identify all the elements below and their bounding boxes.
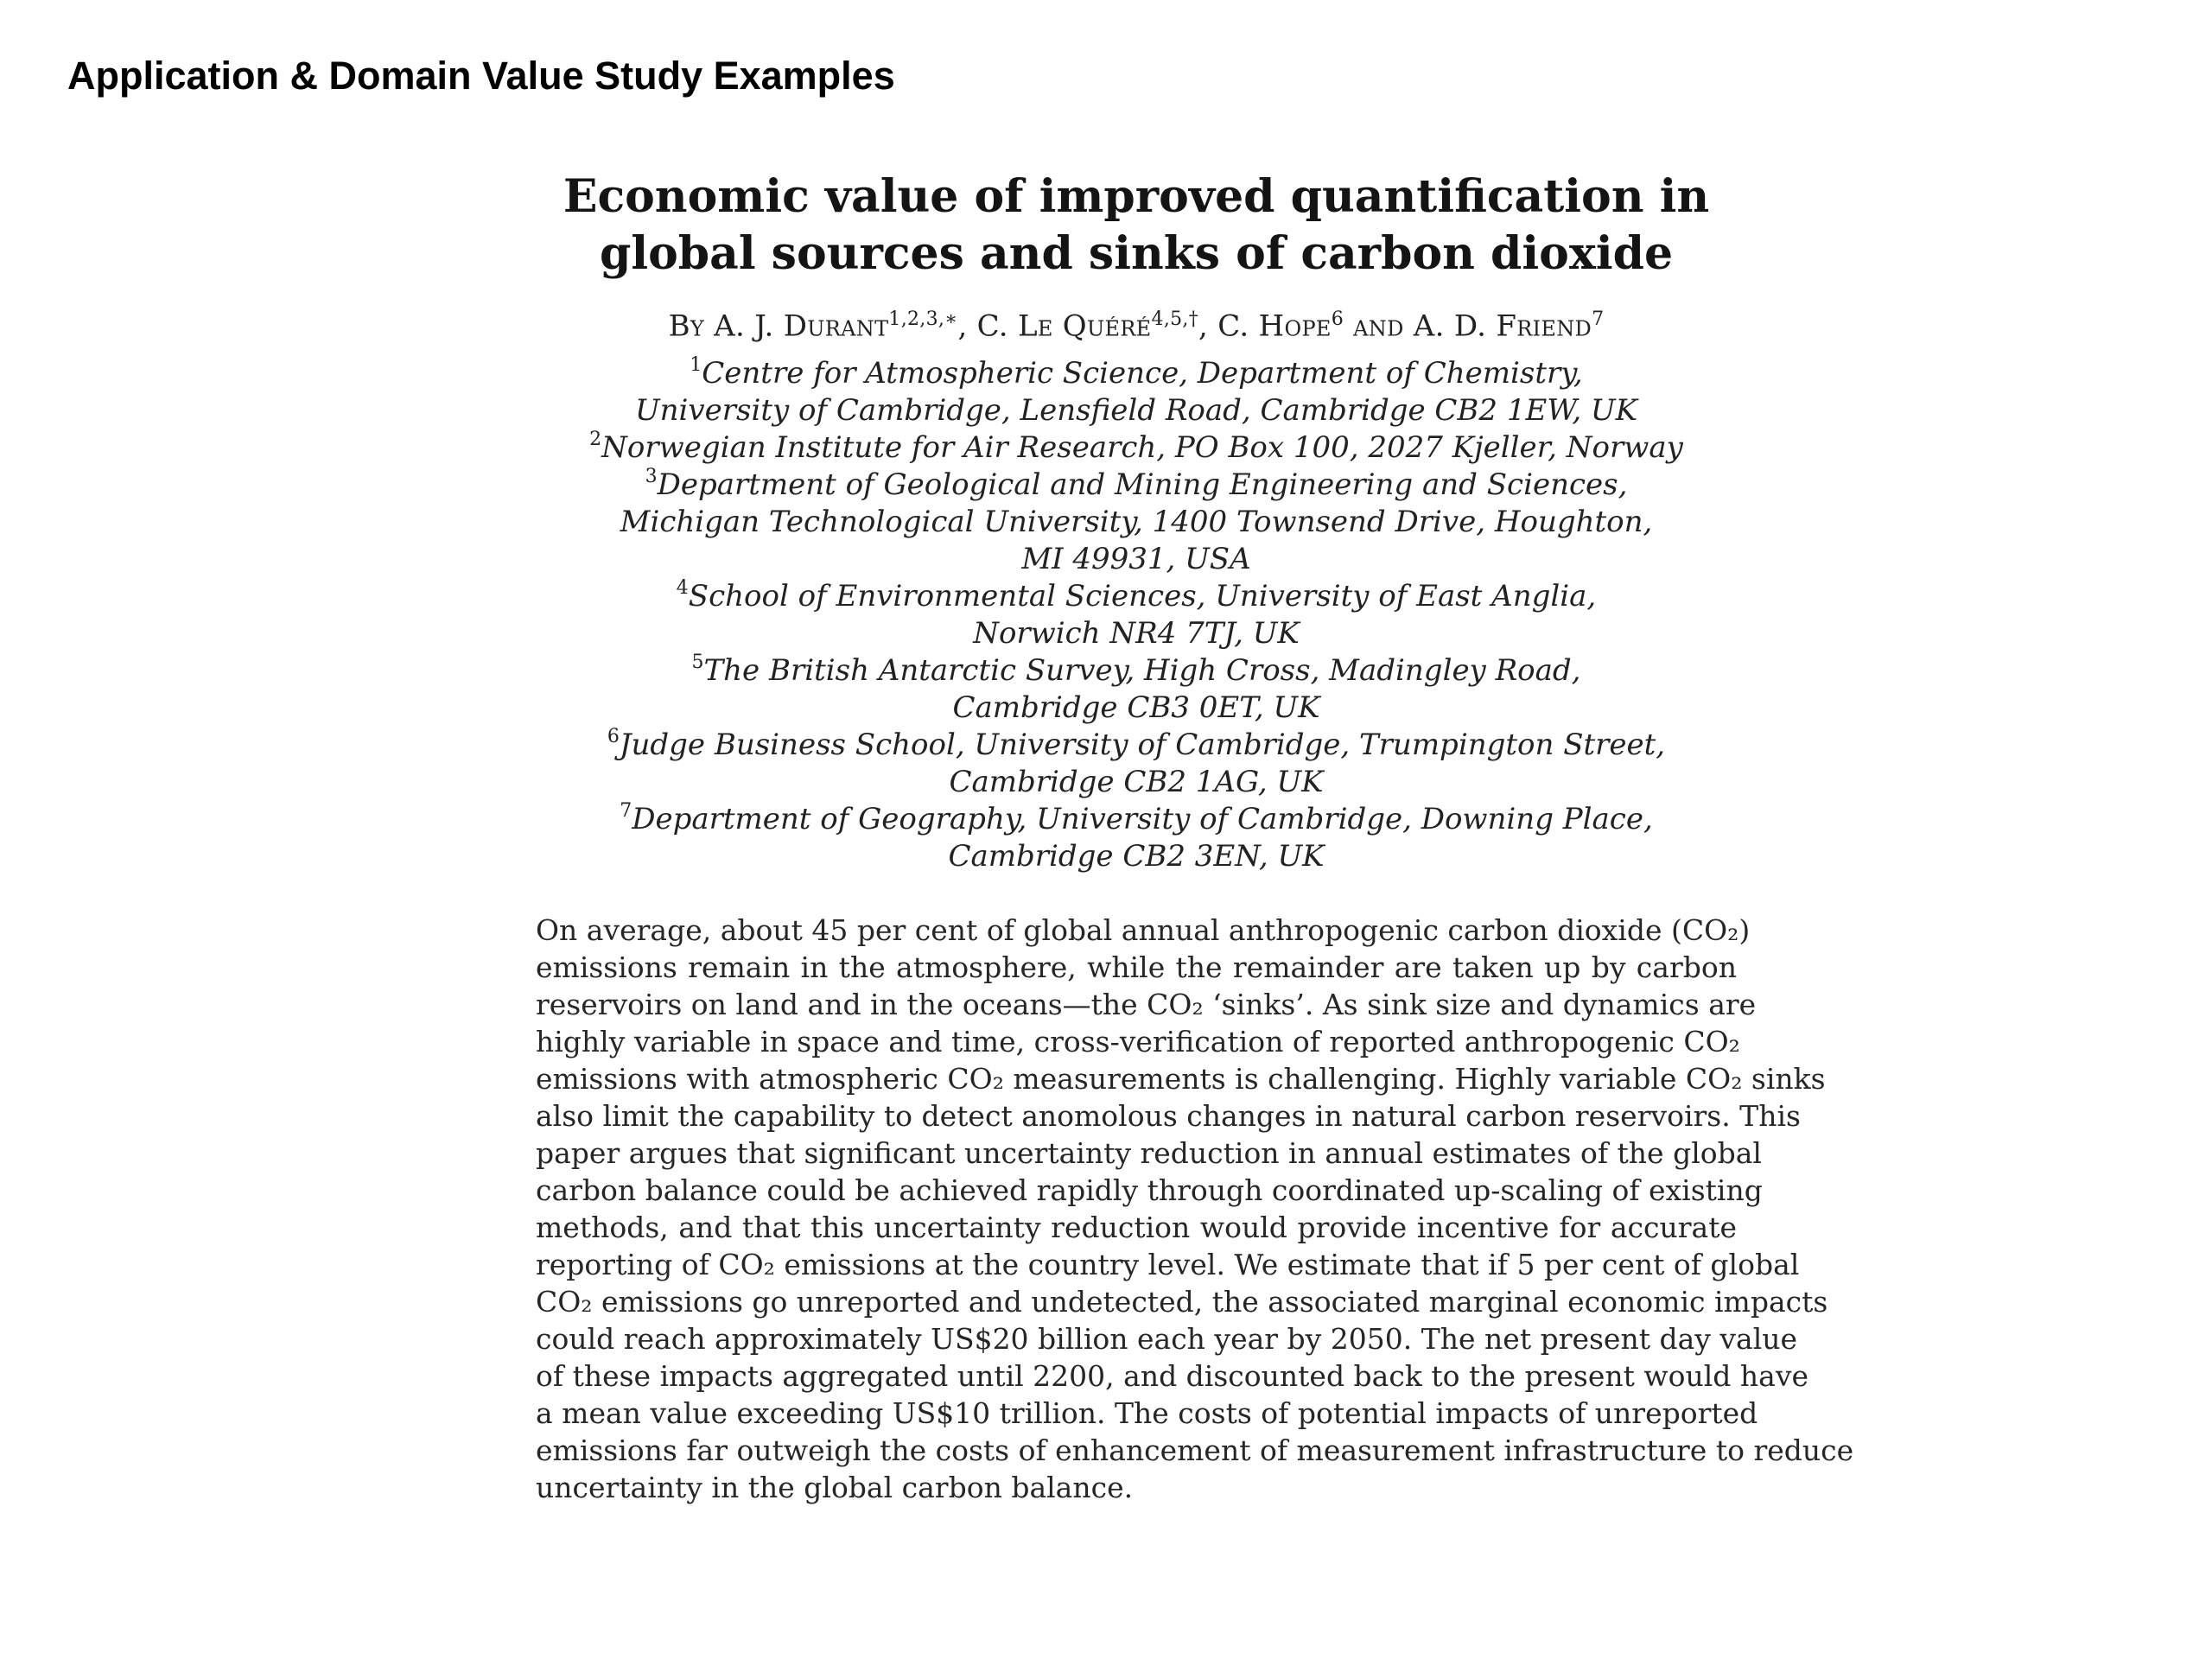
abstract-line: a mean value exceeding US$10 trillion. The costs of potential impacts of unreported (536, 1396, 1758, 1431)
author-affiliation-marks: 1,2,3,∗ (888, 308, 958, 330)
affiliation-line: Michigan Technological University, 1400 Townsend Drive, Houghton, (620, 505, 1653, 540)
affiliation-number: 1 (690, 354, 702, 377)
affiliation-line: Cambridge CB2 1AG, UK (949, 765, 1324, 800)
author-name: C. Hope (1217, 308, 1332, 344)
affiliation-text: The British Antarctic Survey, High Cross, Madingley Road, (703, 653, 1581, 689)
abstract-line: emissions remain in the atmosphere, while the remainder are taken up by carbon (536, 950, 1737, 985)
abstract-line: highly variable in space and time, cross-verification of reported anthropogenic CO₂ (536, 1025, 1740, 1059)
author-and: and (1353, 308, 1404, 344)
affiliation-line (536, 355, 1737, 392)
affiliation-number: 3 (645, 466, 658, 488)
slide-title: Application & Domain Value Study Examples (67, 54, 895, 98)
paper-title (536, 168, 1737, 283)
author-name: A. J. Durant (714, 308, 889, 344)
affiliation-line (536, 801, 1737, 838)
abstract-line: paper argues that significant uncertainty reduction in annual estimates of the global (536, 1136, 1762, 1171)
affiliation-text: Norwegian Institute for Air Research, PO Box 100, 2027 Kjeller, Norway (601, 430, 1683, 466)
affiliation-number: 7 (620, 800, 632, 823)
paper-title-line: Economic value of improved quantification in (563, 170, 1710, 223)
affiliation-line (536, 727, 1737, 764)
affiliation-line (536, 578, 1737, 615)
abstract-line: On average, about 45 per cent of global annual anthropogenic carbon dioxide (CO₂) (536, 913, 1751, 948)
affiliation-text: School of Environmental Sciences, University of East Anglia, (688, 579, 1597, 614)
author-affiliation-marks: 4,5,† (1151, 308, 1198, 330)
affiliation-line: Norwich NR4 7TJ, UK (973, 616, 1300, 652)
affiliation-line: MI 49931, USA (1021, 542, 1251, 577)
affiliation-line: University of Cambridge, Lensfield Road, Cambridge CB2 1EW, UK (634, 393, 1637, 429)
affiliation-number: 2 (589, 429, 602, 451)
abstract-line: of these impacts aggregated until 2200, and discounted back to the present would have (536, 1359, 1809, 1394)
abstract-line: reservoirs on land and in the oceans—the CO₂ ‘sinks’. As sink size and dynamics are (536, 988, 1757, 1022)
abstract-line: emissions far outweigh the costs of enhancement of measurement infrastructure to reduce (536, 1433, 1854, 1468)
affiliation-line (536, 652, 1737, 690)
author-by: By (668, 308, 705, 344)
abstract-line: reporting of CO₂ emissions at the country level. We estimate that if 5 per cent of global (536, 1248, 1800, 1282)
abstract-line: uncertainty in the global carbon balance. (536, 1471, 1134, 1505)
author-affiliation-marks: 6 (1331, 308, 1344, 330)
abstract-line: also limit the capability to detect anomolous changes in natural carbon reservoirs. This (536, 1099, 1801, 1134)
affiliation-number: 4 (676, 577, 689, 600)
affiliation-line (536, 467, 1737, 504)
author-list: By A. J. Durant$^{1,2,3,∗}$, C. Le Quéré$^{4,5,\dagger}$, C. Hope$^6$ and A. D. Friend$^7$ (668, 308, 1605, 344)
abstract-line: CO₂ emissions go unreported and undetected, the associated marginal economic impacts (536, 1285, 1828, 1319)
paper-excerpt (536, 168, 1854, 1506)
author-affiliation-marks: 7 (1592, 308, 1605, 330)
abstract (536, 912, 1854, 1506)
abstract-line: carbon balance could be achieved rapidly through coordinated up-scaling of existing (536, 1173, 1763, 1208)
author-name: A. D. Friend (1413, 308, 1592, 344)
affiliation-line: Cambridge CB3 0ET, UK (952, 690, 1320, 726)
affiliation-text: Department of Geography, University of Cambridge, Downing Place, (632, 802, 1653, 837)
abstract-line: emissions with atmospheric CO₂ measurements is challenging. Highly variable CO₂ sinks (536, 1062, 1826, 1096)
affiliation-line: Cambridge CB2 3EN, UK (948, 839, 1325, 874)
affiliation-text: Department of Geological and Mining Engineering and Sciences, (657, 467, 1628, 503)
abstract-line: methods, and that this uncertainty reduction would provide incentive for accurate (536, 1211, 1737, 1245)
affiliation-line (536, 429, 1737, 467)
author-name: C. Le Quéré (976, 308, 1152, 344)
affiliation-list (536, 355, 1737, 875)
affiliation-number: 5 (691, 652, 704, 674)
paper-title-line: global sources and sinks of carbon dioxide (599, 227, 1674, 280)
affiliation-number: 6 (607, 726, 620, 748)
affiliation-text: Centre for Atmospheric Science, Department of Chemistry, (702, 356, 1583, 391)
abstract-line: could reach approximately US$20 billion each year by 2050. The net present day value (536, 1322, 1798, 1357)
affiliation-text: Judge Business School, University of Cambridge, Trumpington Street, (619, 728, 1666, 763)
